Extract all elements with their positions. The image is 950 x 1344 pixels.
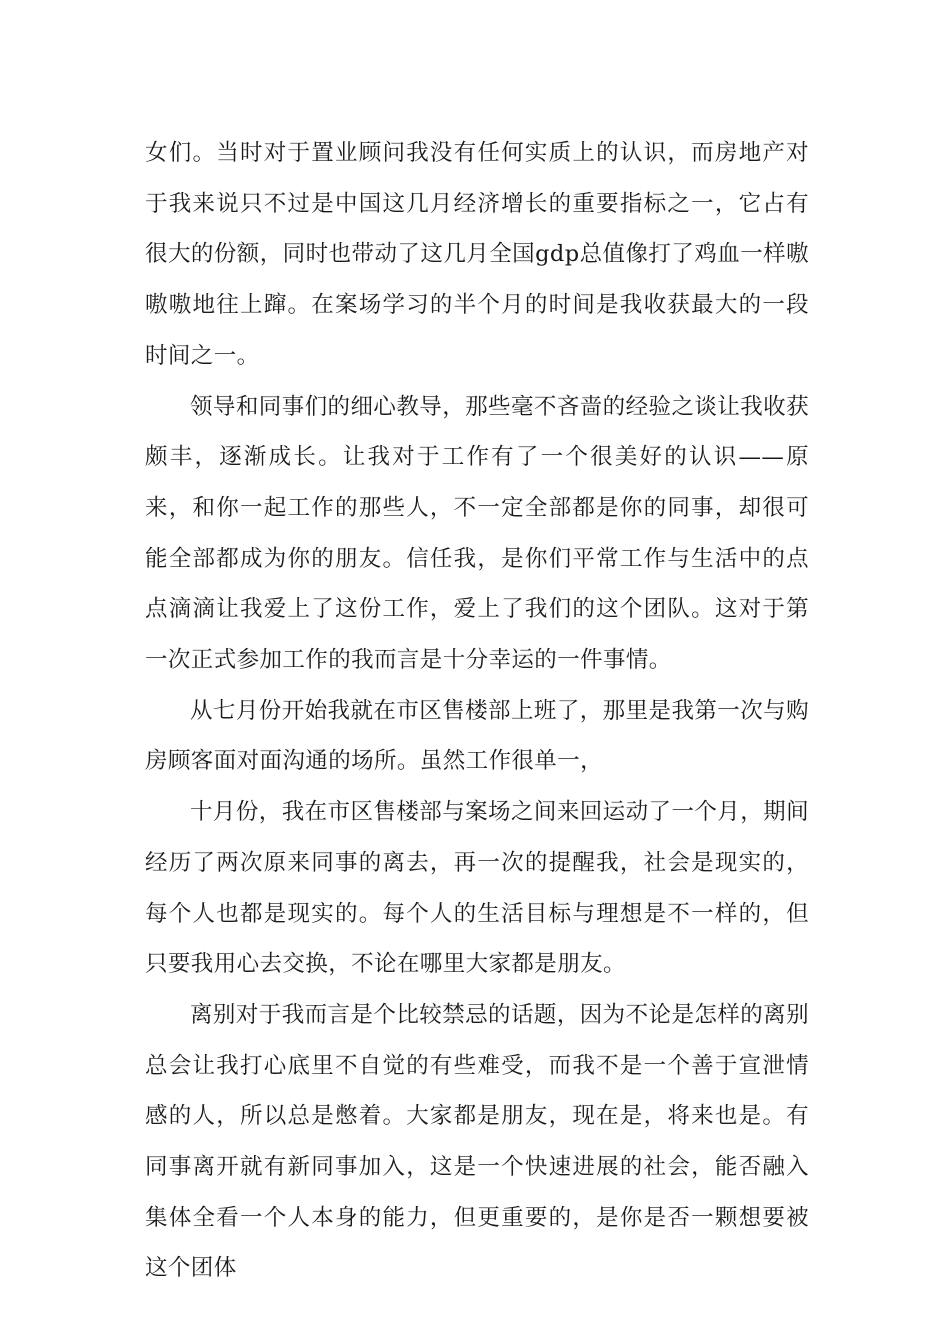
paragraph-october: 十月份，我在市区售楼部与案场之间来回运动了一个月，期间经历了两次原来同事的离去，再一次的提醒我，社会是现实的，每个人也都是现实的。每个人的生活目标与理想是不一样的，但只要我用心去交换，不论在哪里大家都是朋友。 (145, 799, 809, 978)
paragraph-continuation: 女们。当时对于置业顾问我没有任何实质上的认识，而房地产对于我来说只不过是中国这几月经济增长的重要指标之一，它占有很大的份额，同时也带动了这几月全国gdp总值像打了鸡血一样嗷嗷嗷地往上蹿。在案场学习的半个月的时间是我收获最大的一段时间之一。 (145, 140, 809, 369)
paragraph-farewell: 离别对于我而言是个比较禁忌的话题，因为不论是怎样的离别总会让我打心底里不自觉的有些难受，而我不是一个善于宣泄情感的人，所以总是憋着。大家都是朋友，现在是，将来也是。有同事离开就有新同事加入，这是一个快速进展的社会，能否融入集体全看一个人本身的能力，但更重要的，是你是否一颗想要被这个团体 (145, 1001, 809, 1282)
paragraph-colleagues: 领导和同事们的细心教导，那些毫不吝啬的经验之谈让我收获颇丰，逐渐成长。让我对于工作有了一个很美好的认识——原来，和你一起工作的那些人，不一定全部都是你的同事，却很可能全部都成为你的朋友。信任我，是你们平常工作与生活中的点点滴滴让我爱上了这份工作，爱上了我们的这个团队。这对于第一次正式参加工作的我而言是十分幸运的一件事情。 (145, 393, 809, 674)
paragraph-july: 从七月份开始我就在市区售楼部上班了，那里是我第一次与购房顾客面对面沟通的场所。虽然工作很单一， (145, 697, 809, 775)
document-body (145, 128, 809, 1294)
